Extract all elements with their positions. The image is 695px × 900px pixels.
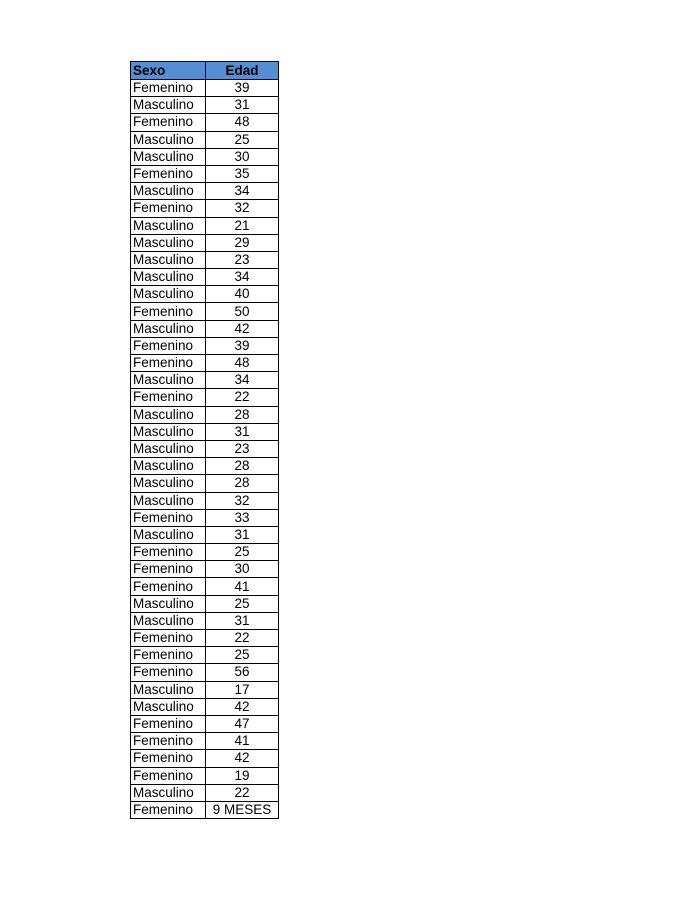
cell-edad: 25 <box>206 131 279 148</box>
table-row <box>131 200 279 217</box>
cell-sexo: Masculino <box>131 681 206 698</box>
table-row <box>131 509 279 526</box>
table-row <box>131 750 279 767</box>
cell-edad: 39 <box>206 80 279 97</box>
table-row <box>131 733 279 750</box>
cell-edad: 31 <box>206 526 279 543</box>
cell-edad: 33 <box>206 509 279 526</box>
cell-sexo: Masculino <box>131 475 206 492</box>
cell-sexo: Femenino <box>131 509 206 526</box>
cell-sexo: Masculino <box>131 526 206 543</box>
cell-edad: 21 <box>206 217 279 234</box>
cell-sexo: Femenino <box>131 303 206 320</box>
cell-edad: 31 <box>206 423 279 440</box>
cell-sexo: Masculino <box>131 372 206 389</box>
cell-sexo: Femenino <box>131 114 206 131</box>
cell-sexo: Femenino <box>131 801 206 818</box>
cell-edad: 32 <box>206 200 279 217</box>
table-row <box>131 183 279 200</box>
table-row <box>131 681 279 698</box>
cell-sexo: Femenino <box>131 165 206 182</box>
cell-edad: 39 <box>206 337 279 354</box>
table-row <box>131 526 279 543</box>
cell-edad: 22 <box>206 784 279 801</box>
cell-sexo: Masculino <box>131 131 206 148</box>
cell-sexo: Femenino <box>131 578 206 595</box>
cell-edad: 17 <box>206 681 279 698</box>
cell-sexo: Masculino <box>131 234 206 251</box>
table-row <box>131 372 279 389</box>
table-row <box>131 303 279 320</box>
table-row <box>131 355 279 372</box>
cell-edad: 23 <box>206 440 279 457</box>
table-row <box>131 440 279 457</box>
cell-edad: 25 <box>206 544 279 561</box>
cell-sexo: Masculino <box>131 251 206 268</box>
cell-sexo: Masculino <box>131 183 206 200</box>
data-table <box>130 61 279 819</box>
cell-edad: 29 <box>206 234 279 251</box>
cell-edad: 50 <box>206 303 279 320</box>
table-row <box>131 784 279 801</box>
cell-edad: 34 <box>206 269 279 286</box>
cell-edad: 23 <box>206 251 279 268</box>
cell-edad: 22 <box>206 389 279 406</box>
table-row <box>131 801 279 818</box>
cell-sexo: Masculino <box>131 217 206 234</box>
cell-edad: 48 <box>206 355 279 372</box>
cell-sexo: Femenino <box>131 767 206 784</box>
cell-edad: 42 <box>206 320 279 337</box>
cell-edad: 42 <box>206 750 279 767</box>
cell-sexo: Masculino <box>131 148 206 165</box>
table-row <box>131 286 279 303</box>
table-body <box>131 80 279 819</box>
cell-sexo: Masculino <box>131 612 206 629</box>
cell-edad: 34 <box>206 372 279 389</box>
table-row <box>131 492 279 509</box>
cell-edad: 34 <box>206 183 279 200</box>
table-row <box>131 131 279 148</box>
cell-edad: 9 MESES <box>206 801 279 818</box>
cell-edad: 19 <box>206 767 279 784</box>
cell-sexo: Masculino <box>131 269 206 286</box>
cell-edad: 28 <box>206 406 279 423</box>
cell-edad: 42 <box>206 698 279 715</box>
cell-sexo: Masculino <box>131 458 206 475</box>
cell-edad: 22 <box>206 630 279 647</box>
header-row <box>131 62 279 80</box>
table-row <box>131 698 279 715</box>
cell-sexo: Masculino <box>131 97 206 114</box>
table-row <box>131 458 279 475</box>
cell-sexo: Femenino <box>131 664 206 681</box>
table-row <box>131 561 279 578</box>
table-row <box>131 767 279 784</box>
table-row <box>131 475 279 492</box>
cell-edad: 31 <box>206 612 279 629</box>
cell-edad: 47 <box>206 715 279 732</box>
cell-sexo: Femenino <box>131 389 206 406</box>
cell-sexo: Masculino <box>131 406 206 423</box>
cell-sexo: Masculino <box>131 423 206 440</box>
cell-sexo: Masculino <box>131 320 206 337</box>
cell-edad: 25 <box>206 595 279 612</box>
cell-edad: 56 <box>206 664 279 681</box>
table-row <box>131 148 279 165</box>
cell-edad: 41 <box>206 733 279 750</box>
cell-sexo: Femenino <box>131 733 206 750</box>
cell-sexo: Masculino <box>131 492 206 509</box>
cell-edad: 48 <box>206 114 279 131</box>
table-row <box>131 320 279 337</box>
table-row <box>131 217 279 234</box>
table-row <box>131 612 279 629</box>
table-row <box>131 578 279 595</box>
cell-sexo: Femenino <box>131 715 206 732</box>
cell-sexo: Masculino <box>131 698 206 715</box>
table-row <box>131 423 279 440</box>
cell-sexo: Femenino <box>131 750 206 767</box>
cell-edad: 28 <box>206 475 279 492</box>
table-row <box>131 269 279 286</box>
table-header <box>131 62 279 80</box>
cell-edad: 41 <box>206 578 279 595</box>
table-row <box>131 647 279 664</box>
table-row <box>131 165 279 182</box>
table-row <box>131 389 279 406</box>
table-row <box>131 337 279 354</box>
header-sexo: Sexo <box>131 62 206 80</box>
cell-sexo: Masculino <box>131 440 206 457</box>
cell-sexo: Femenino <box>131 647 206 664</box>
table-row <box>131 664 279 681</box>
table-row <box>131 80 279 97</box>
cell-sexo: Masculino <box>131 595 206 612</box>
cell-sexo: Femenino <box>131 544 206 561</box>
table-row <box>131 630 279 647</box>
cell-edad: 28 <box>206 458 279 475</box>
table-row <box>131 715 279 732</box>
cell-edad: 25 <box>206 647 279 664</box>
table-row <box>131 595 279 612</box>
cell-sexo: Masculino <box>131 784 206 801</box>
cell-edad: 31 <box>206 97 279 114</box>
cell-sexo: Femenino <box>131 80 206 97</box>
cell-sexo: Femenino <box>131 630 206 647</box>
cell-sexo: Femenino <box>131 200 206 217</box>
header-edad: Edad <box>206 62 279 80</box>
cell-sexo: Femenino <box>131 337 206 354</box>
cell-edad: 40 <box>206 286 279 303</box>
cell-edad: 35 <box>206 165 279 182</box>
table-row <box>131 234 279 251</box>
cell-edad: 32 <box>206 492 279 509</box>
table-row <box>131 114 279 131</box>
cell-edad: 30 <box>206 561 279 578</box>
table-row <box>131 97 279 114</box>
table-row <box>131 251 279 268</box>
cell-sexo: Masculino <box>131 286 206 303</box>
table-row <box>131 544 279 561</box>
cell-sexo: Femenino <box>131 355 206 372</box>
cell-sexo: Femenino <box>131 561 206 578</box>
cell-edad: 30 <box>206 148 279 165</box>
table-row <box>131 406 279 423</box>
